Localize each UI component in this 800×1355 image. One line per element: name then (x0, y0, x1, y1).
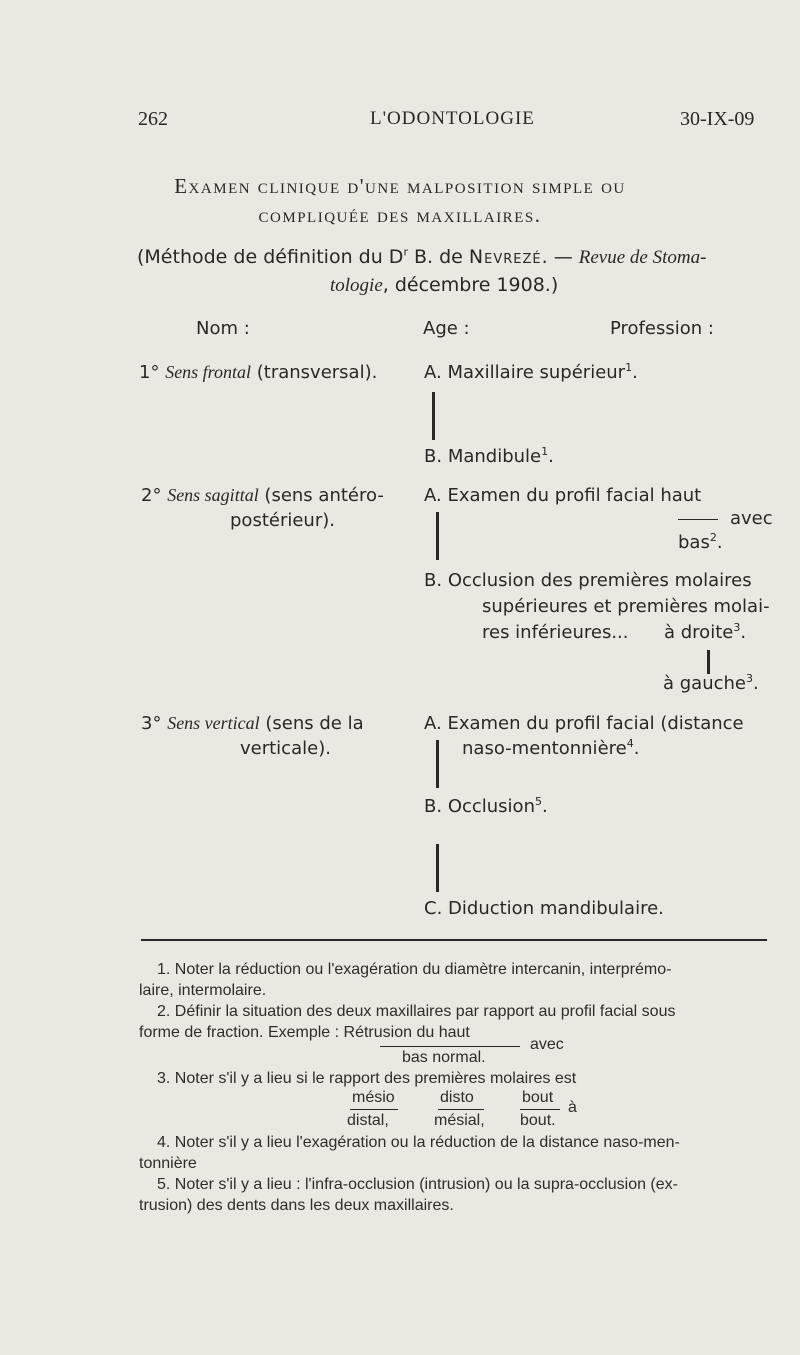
age-label: Age : (423, 318, 470, 339)
fraction-line (678, 519, 718, 520)
section3-c: C. Diduction mandibulaire. (424, 898, 664, 919)
section2-a-bas: bas$^2$. (678, 531, 723, 553)
bracket-bar (436, 512, 439, 560)
section2-a-avec: avec (730, 508, 773, 529)
footnote-4-line2: tonnière (139, 1155, 197, 1172)
section2-heading-line1: 2° Sens sagittal (sens antéro- (141, 485, 384, 506)
footnote-5-line2: trusion) des dents dans les deux maxillaires. (139, 1197, 454, 1214)
footnote-1-line2: laire, intermolaire. (139, 982, 267, 999)
footnote-3-line1: 3. Noter s'il y a lieu si le rapport des premières molaires est (157, 1070, 577, 1087)
footnote-4-line1: 4. Noter s'il y a lieu l'exagération ou la réduction de la distance naso-men- (157, 1134, 680, 1151)
footnote-1-line1: 1. Noter la réduction ou l'exagération du diamètre intercanin, interprémo- (157, 961, 672, 978)
article-title-line1: Examen clinique d'une malposition simple ou (174, 174, 626, 198)
fraction-line (520, 1109, 560, 1110)
section3-b: B. Occlusion$^5$. (424, 795, 548, 817)
running-title: L'ODONTOLOGIE (370, 108, 535, 129)
section2-a: A. Examen du profil facial haut (424, 485, 702, 506)
source-line2: tologie, décembre 1908.) (330, 274, 559, 296)
nom-label: Nom : (196, 318, 250, 339)
footnote-2-bas: bas normal. (402, 1049, 486, 1066)
footnote-3-den3: bout. (520, 1112, 556, 1129)
section1-b: B. Mandibule$^1$. (424, 445, 554, 467)
section2-b-line2: supérieures et premières molai- (482, 596, 770, 617)
footnote-3-num2: disto (440, 1089, 474, 1106)
bracket-bar (707, 650, 710, 674)
section1-heading: 1° Sens frontal (transversal). (139, 362, 378, 383)
source-line1: (Méthode de définition du $D^r$ B. de Nevrezé. — Revue de Stoma- (137, 245, 707, 268)
profession-label: Profession : (610, 318, 714, 339)
page-number: 262 (138, 108, 168, 130)
section3-a-line2: naso-mentonnière$^4$. (462, 737, 640, 759)
section2-b-droite: à droite$^3$. (664, 621, 747, 643)
footnote-2-line1: 2. Définir la situation des deux maxillaires par rapport au profil facial sous (157, 1003, 676, 1020)
article-title-line2: compliquée des maxillaires. (258, 203, 542, 227)
footnote-2-avec: avec (530, 1036, 564, 1053)
section2-b-gauche: à gauche$^3$. (663, 672, 759, 694)
fraction-line (350, 1109, 398, 1110)
footnote-5-line1: 5. Noter s'il y a lieu : l'infra-occlusion (intrusion) ou la supra-occlusion (ex- (157, 1176, 678, 1193)
bracket-bar (436, 740, 439, 788)
bracket-bar (436, 844, 439, 892)
footnote-3-num1: mésio (352, 1089, 395, 1106)
footnote-rule (141, 939, 767, 941)
section3-heading-line2: verticale). (240, 738, 331, 759)
section1-a: A. Maxillaire supérieur$^1$. (424, 361, 638, 383)
section2-b-line1: B. Occlusion des premières molaires (424, 570, 752, 591)
fraction-line (438, 1109, 484, 1110)
section3-heading-line1: 3° Sens vertical (sens de la (141, 713, 364, 734)
footnote-2-line2: forme de fraction. Exemple : Rétrusion du haut (139, 1024, 470, 1041)
section2-heading-line2: postérieur). (230, 510, 335, 531)
issue-date: 30-IX-09 (680, 108, 755, 130)
bracket-bar (432, 392, 435, 440)
footnote-3-den2: mésial, (434, 1112, 485, 1129)
footnote-3-a: à (568, 1099, 577, 1116)
section3-a-line1: A. Examen du profil facial (distance (424, 713, 744, 734)
footnote-3-den1: distal, (347, 1112, 389, 1129)
footnote-3-num3: bout (522, 1089, 554, 1106)
section2-b-line3: res inférieures... (482, 622, 629, 643)
fraction-line (380, 1046, 520, 1047)
